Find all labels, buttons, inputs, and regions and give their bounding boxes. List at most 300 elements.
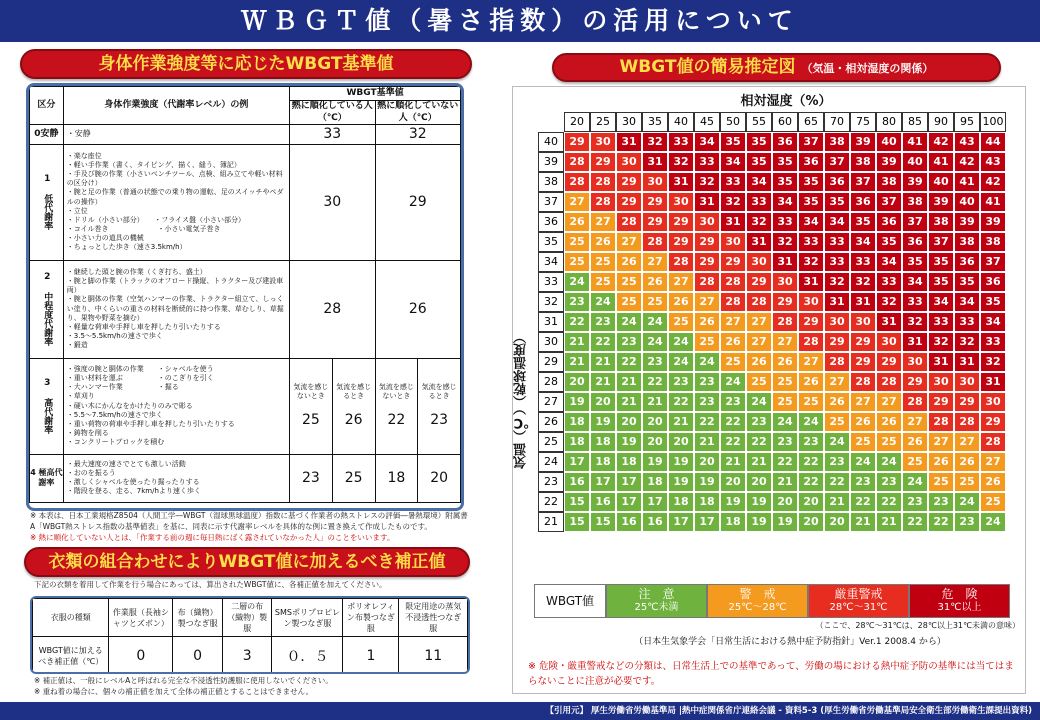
heatmap-cell: 30 <box>824 312 850 332</box>
heatmap-cell: 33 <box>876 272 902 292</box>
heatmap-cell: 18 <box>642 472 668 492</box>
heatmap-cell: 22 <box>798 452 824 472</box>
heatmap-cell: 26 <box>902 432 928 452</box>
cloth-h-6: 限定用途の蒸気不浸透性つなぎ服 <box>399 599 468 637</box>
cloth-note-1: ※ 補正値は、一般にレベルAと呼ばれる完全な不浸透性防護服に使用しないでください。 <box>34 676 333 685</box>
heatmap-cell: 34 <box>746 172 772 192</box>
x-tick-label: 80 <box>876 112 902 132</box>
heatmap-cell: 20 <box>642 432 668 452</box>
heatmap-cell: 30 <box>772 272 798 292</box>
heatmap-cell: 19 <box>616 432 642 452</box>
heatmap-cell: 34 <box>980 312 1006 332</box>
legend-severe-range: 28℃～31℃ <box>829 602 888 613</box>
heatmap-cell: 44 <box>980 132 1006 152</box>
heatmap-cell: 28 <box>798 332 824 352</box>
heatmap-cell: 31 <box>668 172 694 192</box>
heatmap-cell: 36 <box>980 272 1006 292</box>
y-tick-label: 26 <box>538 412 564 432</box>
heatmap-cell: 17 <box>642 492 668 512</box>
heatmap-cell: 24 <box>798 412 824 432</box>
heatmap-cell: 26 <box>720 332 746 352</box>
heatmap-cell: 35 <box>850 212 876 232</box>
x-tick-label: 65 <box>798 112 824 132</box>
cloth-h-2: 布（織物）製つなぎ服 <box>173 599 223 637</box>
heatmap-cell: 37 <box>902 212 928 232</box>
heatmap-cell: 37 <box>980 252 1006 272</box>
heatmap-cell: 34 <box>850 232 876 252</box>
value-2-nonaccl: 26 <box>375 260 461 358</box>
y-tick-label: 40 <box>538 132 564 152</box>
heatmap-cell: 32 <box>902 312 928 332</box>
heatmap-cell: 40 <box>902 152 928 172</box>
heatmap-cell: 15 <box>564 492 590 512</box>
heatmap-cell: 37 <box>798 132 824 152</box>
heatmap-cell: 32 <box>746 212 772 232</box>
heatmap-cell: 34 <box>954 292 980 312</box>
heatmap-cell: 19 <box>720 492 746 512</box>
heatmap-cell: 27 <box>564 192 590 212</box>
heatmap-cell: 25 <box>928 472 954 492</box>
y-tick-label: 24 <box>538 452 564 472</box>
heatmap-cell: 25 <box>772 372 798 392</box>
example-2: ・継続した頭と腕の作業（くぎ打ち、盛土） ・腕と脚の作業（トラックのオフロード操縦、トラクター及び建設車両） ・腕と胴体の作業（空気ハンマーの作業、トラクター組立て、しっくい塗り、中くらいの重さの材料を断続的に持つ作業、草むしり、草掘り、果物や野菜を摘む） ・軽量な荷車や手押し車を押したり引いたりする ・3.5～5.5km/hの速さで歩く ・鍛造 <box>63 260 289 358</box>
heatmap-cell: 29 <box>694 252 720 272</box>
heatmap-cell: 37 <box>824 152 850 172</box>
heatmap-cell: 21 <box>564 352 590 372</box>
heatmap-cell: 30 <box>668 192 694 212</box>
example-3: ・強度の腕と胴体の作業 ・シャベルを使う ・重い材料を運ぶ ・のこぎりを引く ・大ハンマー作業 ・掘る ・草刈り ・硬い木にかんなをかけたりのみで彫る ・5.5～7.5km/hの速さで歩く ・重い荷物の荷車や手押し車を押したり引いたりする ・鋳物を削る ・コンクリートブロックを積む <box>63 358 289 454</box>
value-1-nonaccl: 29 <box>375 144 461 260</box>
heatmap-cell: 37 <box>928 232 954 252</box>
y-axis-label: 気温（℃）（乾球温度） <box>514 330 529 470</box>
x-tick-label: 35 <box>642 112 668 132</box>
heatmap-cell: 26 <box>642 272 668 292</box>
heatmap-cell: 36 <box>772 132 798 152</box>
x-tick-label: 55 <box>746 112 772 132</box>
heatmap-cell: 25 <box>720 352 746 372</box>
heatmap-cell: 35 <box>798 172 824 192</box>
heatmap-cell: 25 <box>616 272 642 292</box>
heatmap-cell: 26 <box>876 412 902 432</box>
y-tick-label: 31 <box>538 312 564 332</box>
heatmap-cell: 24 <box>850 452 876 472</box>
heatmap-cell: 28 <box>772 312 798 332</box>
heatmap-cell: 24 <box>824 432 850 452</box>
cloth-r-3: 3 <box>222 637 272 675</box>
legend-footnote: （ここで、28℃～31℃は、28℃以上31℃未満の意味） <box>815 621 1020 630</box>
x-tick-label: 45 <box>694 112 720 132</box>
y-tick-label: 38 <box>538 172 564 192</box>
heatmap-cell: 25 <box>902 452 928 472</box>
heatmap-cell: 30 <box>928 372 954 392</box>
heatmap-cell: 29 <box>876 352 902 372</box>
heatmap-cell: 25 <box>642 292 668 312</box>
heatmap-cell: 25 <box>694 332 720 352</box>
heatmap-cell: 31 <box>980 372 1006 392</box>
heatmap-cell: 21 <box>824 492 850 512</box>
heatmap-cell: 27 <box>720 312 746 332</box>
kubun-3: 3 高代謝率 <box>30 358 64 454</box>
heatmap-cell: 22 <box>694 412 720 432</box>
heatmap-cell: 27 <box>746 312 772 332</box>
y-tick-label: 32 <box>538 292 564 312</box>
heatmap-cell: 27 <box>746 332 772 352</box>
heatmap-cell: 23 <box>720 392 746 412</box>
heatmap-cell: 24 <box>642 312 668 332</box>
heatmap-cell: 40 <box>954 192 980 212</box>
heatmap-cell: 20 <box>642 412 668 432</box>
heatmap-cell: 24 <box>720 372 746 392</box>
heatmap-cell: 24 <box>590 292 616 312</box>
y-tick-label: 27 <box>538 392 564 412</box>
heatmap-cell: 32 <box>980 352 1006 372</box>
heatmap-cell: 31 <box>902 332 928 352</box>
heatmap-cell: 29 <box>642 212 668 232</box>
heatmap-cell: 25 <box>746 372 772 392</box>
y-tick-label: 33 <box>538 272 564 292</box>
heatmap-cell: 19 <box>590 412 616 432</box>
heatmap-cell: 29 <box>980 412 1006 432</box>
heatmap-cell: 32 <box>928 332 954 352</box>
heatmap-cell: 27 <box>954 432 980 452</box>
heatmap-grid <box>564 132 1006 532</box>
heatmap-cell: 26 <box>928 452 954 472</box>
heatmap-cell: 29 <box>694 232 720 252</box>
heatmap-cell: 26 <box>564 212 590 232</box>
heatmap-cell: 27 <box>902 412 928 432</box>
heatmap-cell: 19 <box>746 512 772 532</box>
heatmap-cell: 35 <box>876 232 902 252</box>
heatmap-cell: 23 <box>954 512 980 532</box>
heatmap-cell: 16 <box>616 512 642 532</box>
heatmap-cell: 23 <box>772 432 798 452</box>
heatmap-cell: 21 <box>616 392 642 412</box>
heatmap-cell: 17 <box>668 512 694 532</box>
heatmap-cell: 29 <box>928 392 954 412</box>
x-tick-label: 25 <box>590 112 616 132</box>
heatmap-cell: 24 <box>616 312 642 332</box>
heatmap-cell: 16 <box>564 472 590 492</box>
heatmap-cell: 28 <box>928 412 954 432</box>
heatmap-cell: 26 <box>824 392 850 412</box>
heatmap-cell: 29 <box>824 332 850 352</box>
heatmap-cell: 24 <box>668 352 694 372</box>
right-heading <box>552 53 1001 82</box>
cloth-h-1: 作業服（長袖シャツとズボン） <box>109 599 173 637</box>
work-table <box>29 86 461 503</box>
y-tick-label: 34 <box>538 252 564 272</box>
heatmap-cell: 27 <box>694 292 720 312</box>
heatmap-cell: 26 <box>694 312 720 332</box>
heatmap-cell: 23 <box>746 412 772 432</box>
heatmap-cell: 33 <box>824 232 850 252</box>
heatmap-cell: 37 <box>876 192 902 212</box>
heatmap-cell: 39 <box>850 132 876 152</box>
kubun-1: 1 低代謝率 <box>30 144 64 260</box>
heatmap-cell: 39 <box>980 212 1006 232</box>
heatmap-cell: 26 <box>772 352 798 372</box>
cloth-h-0: 衣服の種類 <box>33 599 109 637</box>
heatmap-cell: 31 <box>954 352 980 372</box>
x-tick-label: 70 <box>824 112 850 132</box>
value-4-c: 18 <box>375 454 418 502</box>
legend-severe-name: 厳重警戒 <box>834 587 883 601</box>
heatmap-cell: 21 <box>850 512 876 532</box>
heatmap-cell: 19 <box>668 452 694 472</box>
heatmap-cell: 28 <box>902 392 928 412</box>
heatmap-cell: 29 <box>850 352 876 372</box>
legend-item-danger <box>909 584 1010 618</box>
heatmap-cell: 24 <box>772 412 798 432</box>
x-tick-label: 60 <box>772 112 798 132</box>
heatmap-cell: 30 <box>720 232 746 252</box>
heatmap-cell: 22 <box>850 492 876 512</box>
heatmap-cell: 29 <box>668 232 694 252</box>
heatmap-cell: 30 <box>876 332 902 352</box>
heatmap-cell: 19 <box>564 392 590 412</box>
heatmap-cell: 20 <box>720 472 746 492</box>
heatmap-cell: 29 <box>616 192 642 212</box>
heatmap-cell: 29 <box>720 252 746 272</box>
cloth-r-6: 11 <box>399 637 468 675</box>
cloth-r-2: 0 <box>173 637 223 675</box>
heatmap-cell: 32 <box>720 192 746 212</box>
heatmap-cell: 19 <box>668 472 694 492</box>
legend-warning-name: 警 戒 <box>739 587 776 601</box>
heatmap-cell: 23 <box>642 352 668 372</box>
heatmap-cell: 25 <box>798 392 824 412</box>
heatmap-cell: 39 <box>954 212 980 232</box>
heatmap-cell: 26 <box>850 412 876 432</box>
heatmap-cell: 17 <box>616 472 642 492</box>
heatmap-cell: 22 <box>590 332 616 352</box>
heatmap-cell: 20 <box>590 392 616 412</box>
y-tick-label: 35 <box>538 232 564 252</box>
heatmap-cell: 19 <box>746 492 772 512</box>
heatmap-cell: 33 <box>954 312 980 332</box>
heatmap-cell: 23 <box>616 332 642 352</box>
heatmap-cell: 25 <box>564 252 590 272</box>
heatmap-cell: 24 <box>694 352 720 372</box>
value-2-accl: 28 <box>290 260 375 358</box>
heatmap-cell: 32 <box>954 332 980 352</box>
right-heading-main: WBGT値の簡易推定図 <box>619 57 796 77</box>
heatmap-cell: 35 <box>954 272 980 292</box>
heatmap-cell: 41 <box>980 192 1006 212</box>
heatmap-cell: 29 <box>668 212 694 232</box>
heatmap-cell: 35 <box>772 172 798 192</box>
th-kubun: 区分 <box>30 87 64 125</box>
heatmap-cell: 30 <box>642 172 668 192</box>
heatmap-cell: 22 <box>928 512 954 532</box>
y-tick-label: 23 <box>538 472 564 492</box>
legend-item-warning <box>707 584 808 618</box>
th-ref: WBGT基準値 <box>290 87 461 101</box>
heatmap-cell: 30 <box>746 252 772 272</box>
y-tick-label: 21 <box>538 512 564 532</box>
heatmap-cell: 33 <box>902 292 928 312</box>
heatmap-cell: 31 <box>824 292 850 312</box>
legend-danger-name: 危 険 <box>941 587 978 601</box>
heatmap-cell: 22 <box>798 472 824 492</box>
page-title: ＷＢＧＴ値（暑さ指数）の活用について <box>0 0 1040 42</box>
heatmap-cell: 25 <box>590 252 616 272</box>
example-0: ・安静 <box>63 125 289 144</box>
cloth-table <box>32 598 468 674</box>
airflow-yes-1: 気流を感じるとき <box>336 382 372 400</box>
heatmap-cell: 27 <box>772 332 798 352</box>
heatmap-cell: 35 <box>928 252 954 272</box>
heatmap-cell: 38 <box>902 192 928 212</box>
heatmap-cell: 25 <box>668 312 694 332</box>
heatmap-cell: 29 <box>616 172 642 192</box>
cloth-note-2: ※ 重ね着の場合に、個々の補正値を加えて全体の補正値とすることはできません。 <box>34 686 314 696</box>
heatmap-cell: 17 <box>590 472 616 492</box>
citation-footer: 【引用元】 厚生労働省労働基準局 |熱中症関係省庁連絡会議 - 資料5-3 (厚生労働省労働基準局安全衛生部労働衛生課提出資料) <box>0 702 1040 720</box>
heatmap-cell: 43 <box>980 152 1006 172</box>
heatmap-cell: 23 <box>850 472 876 492</box>
heatmap-cell: 36 <box>824 172 850 192</box>
x-tick-label: 100 <box>980 112 1006 132</box>
heatmap-cell: 21 <box>876 512 902 532</box>
heatmap-cell: 21 <box>720 452 746 472</box>
x-tick-row <box>564 112 1006 132</box>
heatmap-cell: 25 <box>954 472 980 492</box>
heatmap-cell: 29 <box>746 272 772 292</box>
heatmap-cell: 27 <box>928 432 954 452</box>
right-heading-sub: （気温・相対湿度の関係） <box>801 62 934 75</box>
cloth-table-box <box>30 596 470 674</box>
heatmap-cell: 23 <box>902 492 928 512</box>
heatmap-cell: 15 <box>564 512 590 532</box>
heatmap-cell: 20 <box>694 452 720 472</box>
value-4-a: 23 <box>290 454 333 502</box>
heatmap-cell: 16 <box>590 492 616 512</box>
heatmap-cell: 20 <box>772 492 798 512</box>
heatmap-cell: 27 <box>980 452 1006 472</box>
heatmap-cell: 21 <box>590 352 616 372</box>
heatmap-cell: 28 <box>954 412 980 432</box>
heatmap-cell: 33 <box>980 332 1006 352</box>
heatmap-cell: 19 <box>642 452 668 472</box>
heatmap-cell: 15 <box>590 512 616 532</box>
heatmap-cell: 18 <box>590 432 616 452</box>
value-4-b: 25 <box>332 454 375 502</box>
heatmap-cell: 23 <box>824 452 850 472</box>
heatmap-cell: 30 <box>590 132 616 152</box>
th-non-acclimatized: 熱に順化していない人（℃） <box>375 101 461 125</box>
heatmap-cell: 42 <box>928 132 954 152</box>
heatmap-cell: 33 <box>720 172 746 192</box>
heatmap-cell: 22 <box>746 432 772 452</box>
heatmap-cell: 25 <box>590 272 616 292</box>
heatmap-cell: 20 <box>746 472 772 492</box>
heatmap-cell: 27 <box>616 232 642 252</box>
heatmap-cell: 30 <box>954 372 980 392</box>
heatmap-cell: 28 <box>694 272 720 292</box>
warning-note: ※ 危険・厳重警戒などの分類は、日常生活上での基準であって、労働の場における熱中症予防の基準には当てはまらないことに注意が必要です。 <box>528 661 1014 687</box>
cloth-intro: 下記の衣類を着用して作業を行う場合にあっては、算出されたWBGT値に、各補正値を加えてください。 <box>34 580 387 589</box>
th-example: 身体作業強度（代謝率レベル）の例 <box>63 87 289 125</box>
heatmap-cell: 34 <box>772 192 798 212</box>
heatmap-cell: 24 <box>954 492 980 512</box>
heatmap-cell: 35 <box>746 132 772 152</box>
heatmap-cell: 21 <box>668 412 694 432</box>
heatmap-cell: 41 <box>954 172 980 192</box>
heatmap-cell: 25 <box>980 492 1006 512</box>
x-tick-label: 50 <box>720 112 746 132</box>
heatmap-cell: 20 <box>564 372 590 392</box>
heatmap-cell: 25 <box>876 432 902 452</box>
heatmap-cell: 34 <box>824 212 850 232</box>
heatmap-cell: 29 <box>850 332 876 352</box>
heatmap-cell: 24 <box>642 332 668 352</box>
heatmap-cell: 34 <box>928 292 954 312</box>
heatmap-cell: 30 <box>980 392 1006 412</box>
heatmap-cell: 27 <box>850 392 876 412</box>
heatmap-cell: 21 <box>590 372 616 392</box>
heatmap-cell: 29 <box>772 292 798 312</box>
heatmap-cell: 27 <box>824 372 850 392</box>
cloth-r-5: 1 <box>343 637 399 675</box>
legend-caution-name: 注 意 <box>638 587 675 601</box>
heatmap-cell: 36 <box>954 252 980 272</box>
heatmap-cell: 21 <box>564 332 590 352</box>
heatmap-cell: 33 <box>928 312 954 332</box>
heatmap-cell: 34 <box>902 272 928 292</box>
x-tick-label: 90 <box>928 112 954 132</box>
y-tick-label: 22 <box>538 492 564 512</box>
heatmap-cell: 23 <box>668 372 694 392</box>
y-tick-label: 36 <box>538 212 564 232</box>
heatmap-cell: 28 <box>590 172 616 192</box>
cloth-h-4: SMSポリプロピレン製つなぎ服 <box>272 599 343 637</box>
heatmap-cell: 35 <box>902 252 928 272</box>
heatmap-cell: 20 <box>798 512 824 532</box>
heatmap-cell: 19 <box>694 472 720 492</box>
heatmap-cell: 32 <box>850 272 876 292</box>
heatmap-cell: 29 <box>590 152 616 172</box>
heatmap-cell: 30 <box>902 352 928 372</box>
heatmap-cell: 32 <box>824 272 850 292</box>
heatmap-cell: 18 <box>590 452 616 472</box>
heatmap-cell: 28 <box>720 292 746 312</box>
heatmap-cell: 38 <box>928 212 954 232</box>
x-tick-label: 20 <box>564 112 590 132</box>
heatmap-cell: 33 <box>850 252 876 272</box>
heatmap-cell: 38 <box>980 232 1006 252</box>
value-0-nonaccl: 32 <box>375 125 461 144</box>
heatmap-cell: 18 <box>564 412 590 432</box>
heatmap-cell: 26 <box>746 352 772 372</box>
cloth-r-1: 0 <box>109 637 173 675</box>
heatmap-cell: 23 <box>928 492 954 512</box>
airflow-no-1: 気流を感じないとき <box>293 382 329 400</box>
heatmap-cell: 36 <box>798 152 824 172</box>
heatmap-cell: 43 <box>954 132 980 152</box>
value-1-accl: 30 <box>290 144 375 260</box>
heatmap-cell: 21 <box>694 432 720 452</box>
value-3-b: 26 <box>344 412 363 429</box>
kubun-2: 2 中程度代謝率 <box>30 260 64 358</box>
heatmap-cell: 26 <box>980 472 1006 492</box>
heatmap-cell: 34 <box>876 252 902 272</box>
heatmap-cell: 28 <box>564 152 590 172</box>
heatmap-cell: 32 <box>668 152 694 172</box>
heatmap-cell: 34 <box>720 152 746 172</box>
heatmap-cell: 19 <box>772 512 798 532</box>
cloth-r-4: ０．５ <box>272 637 343 675</box>
